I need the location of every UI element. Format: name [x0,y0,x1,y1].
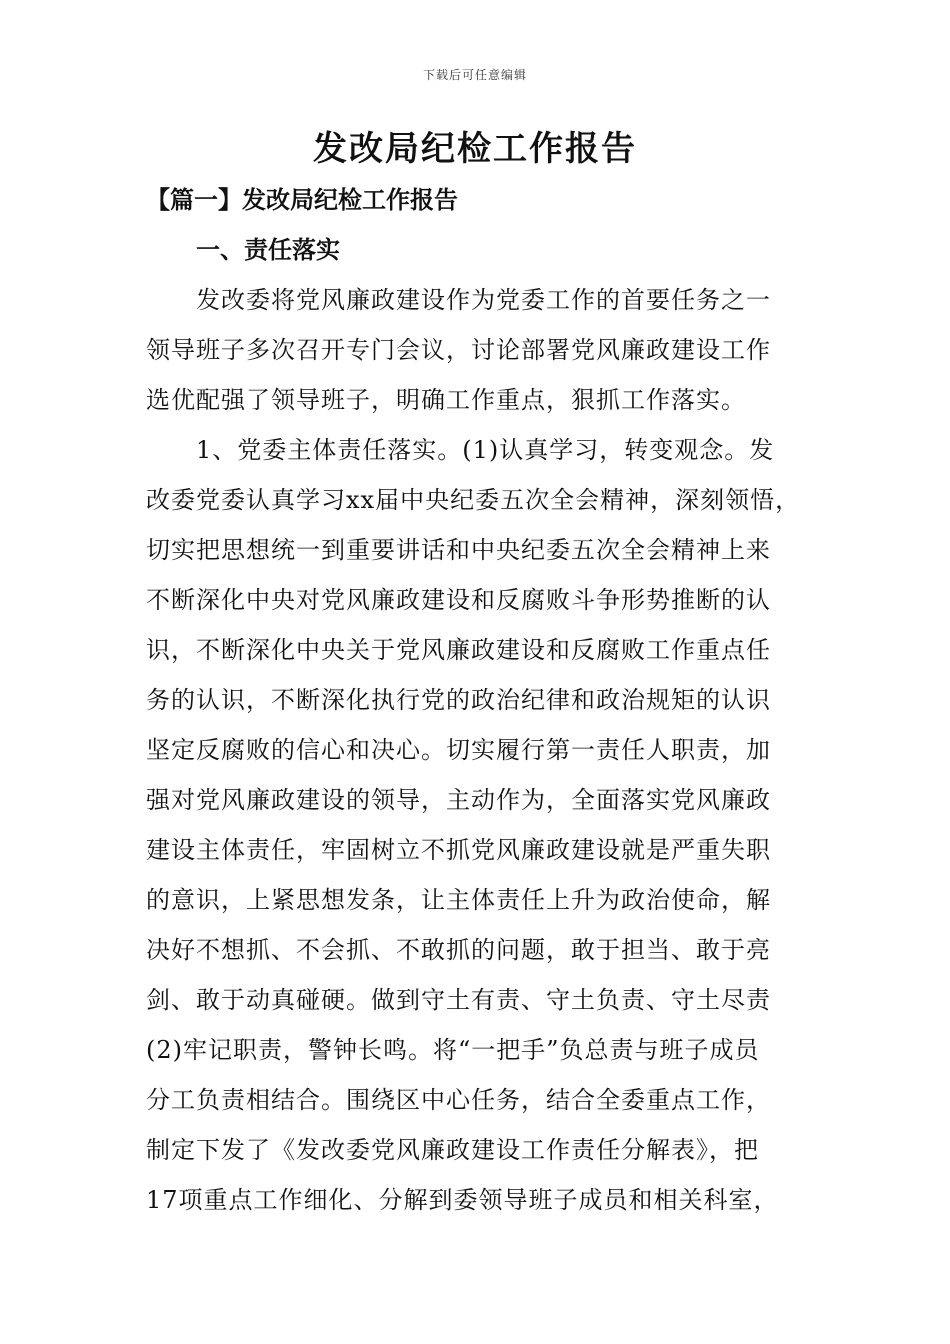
section-heading: 【篇一】发改局纪检工作报告 [146,185,458,214]
paragraph-line: 强对党风廉政建设的领导，主动作为，全面落实党风廉政 [146,786,771,814]
paragraph-line: 领导班子多次召开专门会议，讨论部署党风廉政建设工作 [146,336,771,364]
paragraph-line: 1、党委主体责任落实。(1)认真学习，转变观念。发 [196,436,775,464]
paragraph-line: (2)牢记职责，警钟长鸣。将“一把手”负总责与班子成员 [146,1036,760,1064]
document-title: 发改局纪检工作报告 [313,129,637,169]
paragraph-line: 建设主体责任，牢固树立不抓党风廉政建设就是严重失职 [146,836,771,864]
paragraph-line: 不断深化中央对党风廉政建设和反腐败斗争形势推断的认 [146,586,771,614]
paragraph-line: 剑、敢于动真碰硬。做到守土有责、守土负责、守土尽责 [146,986,771,1014]
paragraph-line: 识，不断深化中央关于党风廉政建设和反腐败工作重点任 [146,636,771,664]
paragraph-line: 发改委将党风廉政建设作为党委工作的首要任务之一 [196,286,771,314]
paragraph-line: 坚定反腐败的信心和决心。切实履行第一责任人职责，加 [146,736,771,764]
paragraph-line: 分工负责相结合。围绕区中心任务，结合全委重点工作， [146,1086,771,1114]
paragraph-line: 务的认识，不断深化执行党的政治纪律和政治规矩的认识 [146,686,771,714]
paragraph-line: 决好不想抓、不会抓、不敢抓的问题，敢于担当、敢于亮 [146,936,771,964]
sub-heading: 一、责任落实 [196,235,340,264]
paragraph-line: 17项重点工作细化、分解到委领导班子成员和相关科室， [146,1186,779,1214]
paragraph-line: 切实把思想统一到重要讲话和中央纪委五次全会精神上来 [146,536,771,564]
paragraph-line: 的意识，上紧思想发条，让主体责任上升为政治使命，解 [146,886,771,914]
paragraph-line: 选优配强了领导班子，明确工作重点，狠抓工作落实。 [146,386,746,414]
header-note: 下载后可任意编辑 [422,68,527,82]
paragraph-line: 改委党委认真学习xx届中央纪委五次全会精神，深刻领悟， [146,486,801,514]
paragraph-line: 制定下发了《发改委党风廉政建设工作责任分解表》，把 [146,1136,759,1164]
